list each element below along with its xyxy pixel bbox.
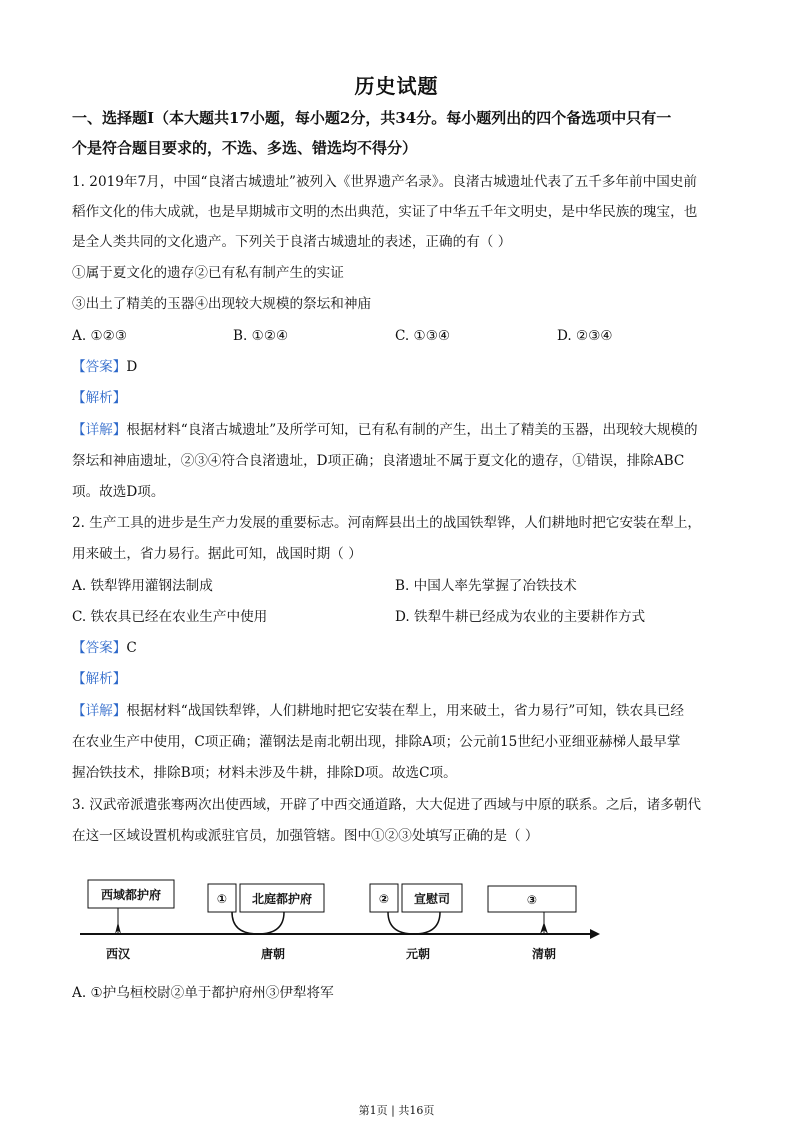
answer-tag: 【答案】 (72, 359, 127, 375)
q1-option-c: C. ①③④ (395, 328, 451, 344)
q2-answer (72, 638, 727, 658)
q2-option-d: D. 铁犁牛耕已经成为农业的主要耕作方式 (395, 609, 646, 625)
page-footer: 第1页 | 共16页 (358, 1104, 435, 1117)
q1-stem-line-3: 是全人类共同的文化遗产。下列关于良渚古城遗址的表述，正确的有（ ） (72, 234, 512, 250)
q1-option-d: D. ②③④ (557, 328, 613, 344)
q1-detail-line-2: 祭坛和神庙遗址，②③④符合良渚遗址，D项正确；良渚遗址不属于夏文化的遗存，①错误，排除ABC (72, 453, 685, 469)
era-yuan: 元朝 (405, 947, 431, 961)
era-tang: 唐朝 (260, 947, 286, 961)
box-num3-label: ③ (526, 893, 538, 907)
q2-stem-line-2: 用来破土，省力易行。据此可知，战国时期（ ） (72, 546, 362, 562)
era-xihan: 西汉 (105, 947, 131, 961)
era-qing: 清朝 (531, 947, 557, 961)
q2-option-c: C. 铁农具已经在农业生产中使用 (72, 609, 268, 625)
q1-answer-value: D (126, 359, 138, 375)
detail-tag: 【详解】 (72, 703, 127, 719)
q1-stem-line-1: 1. 2019年7月，中国“良渚古城遗址”被列入《世界遗产名录》。良渚古城遗址代表了五千多年前中国史前 (72, 174, 697, 190)
q2-detail-line-3: 握冶铁技术，排除B项；材料未涉及牛耕，排除D项。故选C项。 (72, 765, 457, 781)
timeline-diagram (80, 872, 610, 967)
q1-detail-line-1 (72, 420, 727, 440)
answer-tag: 【答案】 (72, 640, 127, 656)
box-num1-label: ① (216, 892, 228, 906)
q2-option-b: B. 中国人率先掌握了冶铁技术 (395, 578, 577, 594)
q2-answer-value: C (126, 640, 137, 656)
page-title: 历史试题 (354, 74, 439, 98)
q1-detail-line-3: 项。故选D项。 (72, 484, 165, 500)
q1-detail-text-1: 根据材料“良渚古城遗址”及所学可知，已有私有制的产生，出土了精美的玉器，出现较大规模的 (126, 422, 698, 438)
q2-stem-line-1: 2. 生产工具的进步是生产力发展的重要标志。河南辉县出土的战国铁犁铧，人们耕地时把它安装在犁上， (72, 515, 702, 531)
q1-statement-line-1: ①属于夏文化的遗存②已有私有制产生的实证 (72, 265, 344, 281)
section-heading-line-1: 一、选择题Ⅰ（本大题共17小题，每小题2分，共34分。每小题列出的四个备选项中只有一 (72, 109, 672, 127)
q2-analysis (72, 669, 727, 689)
box-num2-label: ② (378, 892, 390, 906)
box-xiyu-label: 西域都护府 (100, 888, 162, 902)
q2-detail-text-1: 根据材料“战国铁犁铧，人们耕地时把它安装在犁上，用来破土，省力易行”可知，铁农具已经 (126, 703, 685, 719)
section-heading-line-2: 个是符合题目要求的，不选、多选、错选均不得分） (72, 139, 418, 157)
q3-stem-line-1: 3. 汉武帝派遣张骞两次出使西域，开辟了中西交通道路，大大促进了西域与中原的联系。之后，诸多朝代 (72, 797, 702, 813)
timeline-arrowhead (590, 929, 600, 939)
box-xuanwei-label: 宣慰司 (413, 892, 451, 906)
q1-stem-line-2: 稻作文化的伟大成就，也是早期城市文明的杰出典范，实证了中华五千年文明史，是中华民族的瑰宝，也 (72, 204, 698, 220)
q3-option-a: A. ①护乌桓校尉②单于都护府州③伊犁将军 (72, 985, 334, 1001)
q1-statement-line-2: ③出土了精美的玉器④出现较大规模的祭坛和神庙 (72, 296, 372, 312)
bracket-tang (232, 912, 284, 934)
q2-option-a: A. 铁犁铧用灌钢法制成 (72, 578, 213, 594)
detail-tag: 【详解】 (72, 422, 127, 438)
q3-stem-line-2: 在这一区域设置机构或派驻官员，加强管辖。图中①②③处填写正确的是（ ） (72, 828, 539, 844)
q1-answer (72, 357, 727, 377)
q2-detail-line-2: 在农业生产中使用，C项正确；灌钢法是南北朝出现，排除A项；公元前15世纪小亚细亚赫梯人最早掌 (72, 734, 681, 750)
bracket-yuan (388, 912, 440, 934)
q1-analysis (72, 388, 727, 408)
q2-detail-line-1 (72, 701, 727, 721)
q1-option-b: B. ①②④ (233, 328, 289, 344)
box-beiting-label: 北庭都护府 (251, 892, 313, 906)
q1-option-a: A. ①②③ (72, 328, 128, 344)
timeline-svg (80, 872, 610, 967)
analysis-tag: 【解析】 (72, 671, 127, 687)
analysis-tag: 【解析】 (72, 390, 127, 406)
